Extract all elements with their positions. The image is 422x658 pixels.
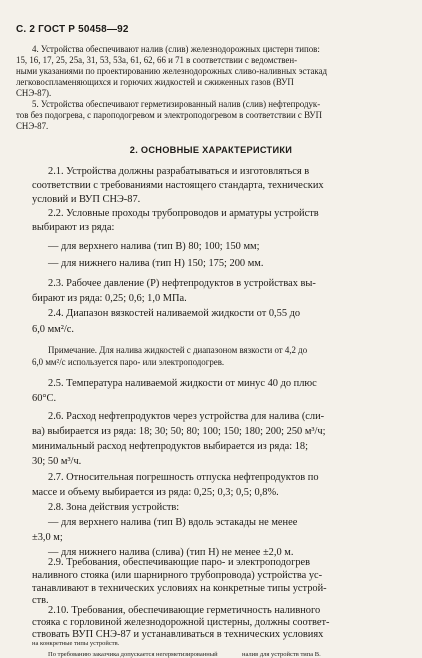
text-line: 2.5. Температура наливаемой жидкости от минус 40 до плюс (48, 378, 317, 389)
text-line: По требованию заказчика допускается негерметизированный (48, 651, 218, 658)
text-line: 2.2. Условные проходы трубопроводов и арматуры устройств (48, 208, 319, 219)
text-line: стояка с горловиной железнодорожной цистерны, должны соответ- (32, 617, 330, 628)
section-title: 2. ОСНОВНЫЕ ХАРАКТЕРИСТИКИ (129, 145, 293, 155)
text-line: наливного стояка (или шарнирного трубопровода) устройства ус- (32, 570, 323, 581)
text-line: 60°С. (32, 393, 57, 404)
text-line: 2.6. Расход нефтепродуктов через устройства для налива (сли- (48, 411, 325, 422)
text-line: на конкретные типы устройств. (32, 640, 120, 647)
list-item: — для нижнего налива (слива) (тип Н) не менее ±2,0 м. (48, 547, 294, 558)
text-line: СНЭ-87). (16, 88, 52, 98)
text-line: 2.9. Требования, обеспечивающие паро- и электроподогрев (48, 557, 311, 568)
text-line: ствовать ВУП СНЭ-87 и устанавливаться в технических условиях (32, 629, 324, 640)
text-line: ными указаниями по проектированию железнодорожных сливо-наливных эстакад (16, 66, 328, 76)
text-line: тов без подогрева, с пароподогревом и электроподогревом в соответствии с ВУП (16, 110, 322, 120)
text-line: соответствии с требованиями настоящего стандарта, технических (32, 180, 324, 191)
text-line: 2.4. Диапазон вязкостей наливаемой жидкости от 0,55 до (48, 308, 301, 319)
text-line: 4. Устройства обеспечивают налив (слив) железнодорожных цистерн типов: (32, 44, 320, 54)
list-item: — для верхнего налива (тип В) 80; 100; 150 мм; (48, 241, 260, 252)
text-line: танавливают в технических условиях на конкретные типы устрой- (32, 583, 327, 594)
text-line: выбирают из ряда: (32, 222, 115, 233)
text-line: 6,0 мм²/с. (32, 324, 74, 335)
text-line: 30; 50 м³/ч. (32, 456, 82, 467)
page-header: С. 2 ГОСТ Р 50458—92 (16, 24, 129, 35)
text-line: легковоспламеняющихся и горючих жидкостей и сжиженных газов (ВУП (16, 77, 294, 87)
text-line: 15, 16, 17, 25, 25а, 31, 53, 53а, 61, 62, 66 и 71 в соответствии с ведомствен- (16, 55, 298, 65)
text-line: 2.7. Относительная погрешность отпуска нефтепродуктов по (48, 472, 319, 483)
list-item: — для верхнего налива (тип В) вдоль эстакады не менее (48, 517, 298, 528)
text-line: 2.3. Рабочее давление (Р) нефтепродуктов в устройствах вы- (48, 278, 316, 289)
text-line: ±3,0 м; (32, 532, 63, 543)
text-line: массе и объему выбирается из ряда: 0,25; 0,3; 0,5; 0,8%. (32, 487, 279, 498)
text-line: налив для устройств типа В. (242, 651, 321, 658)
text-line: 2.8. Зона действия устройств: (48, 502, 180, 513)
text-line: СНЭ-87. (16, 121, 49, 131)
text-line: 2.10. Требования, обеспечивающие герметичность наливного (48, 605, 321, 616)
text-line: 2.1. Устройства должны разрабатываться и изготовляться в (48, 166, 310, 177)
text-line: минимальный расход нефтепродуктов выбирается из ряда: 18; (32, 441, 308, 452)
note-line: 6,0 мм²/с используется паро- или электроподогрев. (32, 357, 225, 367)
text-line: условий и ВУП СНЭ-87. (32, 194, 141, 205)
text-line: 5. Устройства обеспечивают герметизированный налив (слив) нефтепродук- (32, 99, 321, 109)
note-line: Примечание. Для налива жидкостей с диапазоном вязкости от 4,2 до (48, 345, 308, 355)
list-item: — для нижнего налива (тип Н) 150; 175; 200 мм. (48, 258, 264, 269)
text-line: ств. (32, 595, 49, 606)
text-line: бирают из ряда: 0,25; 0,6; 1,0 МПа. (32, 293, 187, 304)
text-line: ва) выбирается из ряда: 18; 30; 50; 80; 100; 150; 180; 200; 250 м³/ч; (32, 426, 326, 437)
